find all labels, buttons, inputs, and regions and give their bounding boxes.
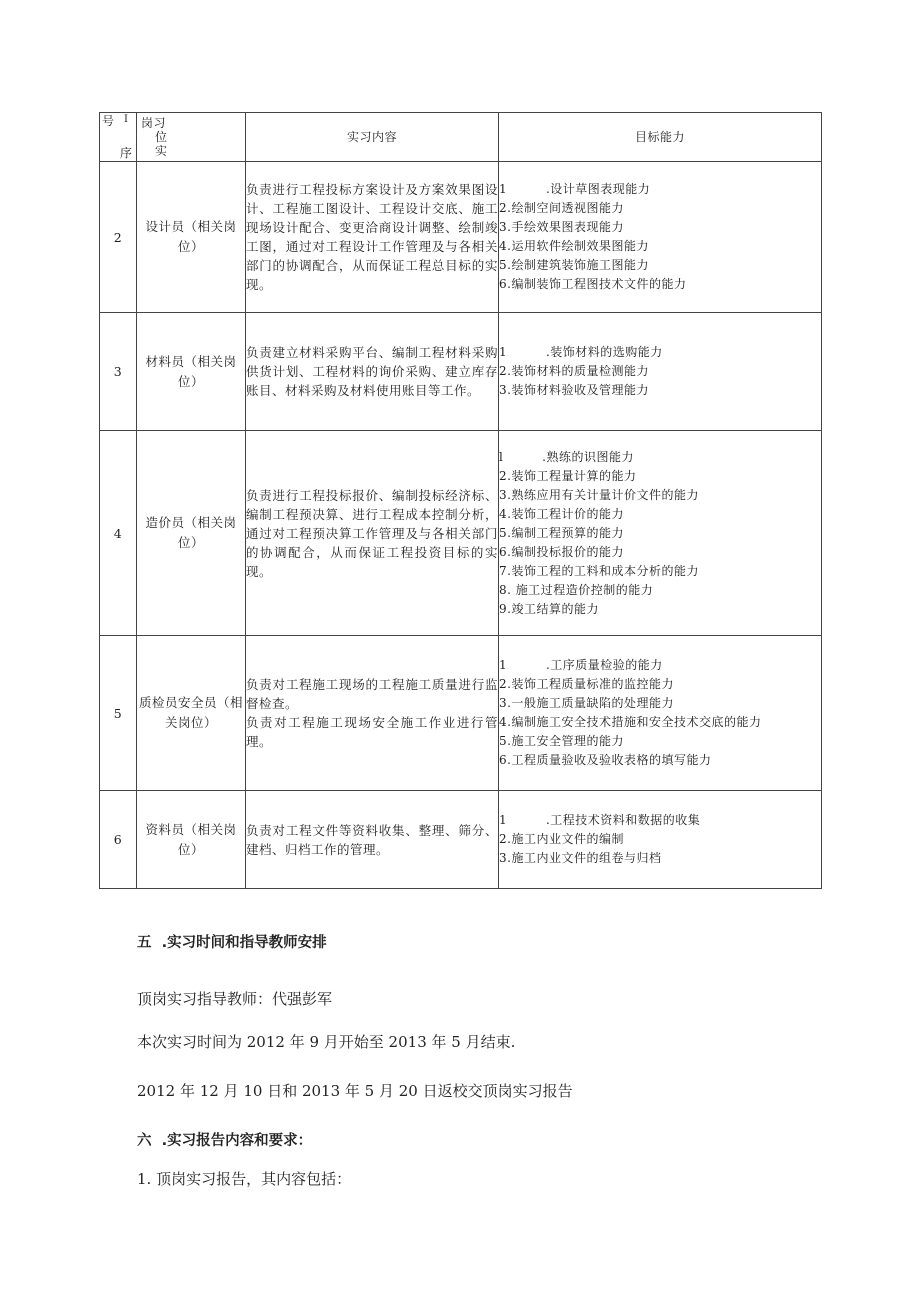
ability-item: 1 .装饰材料的选购能力 bbox=[499, 345, 663, 359]
row-content: 负责对工程文件等资料收集、整理、筛分、建档、归档工作的管理。 bbox=[246, 791, 499, 889]
row-role: 资料员（相关岗位） bbox=[137, 791, 246, 889]
ability-item: l .熟练的识图能力 bbox=[499, 449, 634, 464]
ability-item: 6.编制投标报价的能力 bbox=[499, 544, 624, 559]
row-abilities bbox=[499, 791, 822, 889]
row-role: 材料员（相关岗位） bbox=[137, 313, 246, 431]
table-row bbox=[100, 636, 822, 791]
ability-item: 4.编制施工安全技术措施和安全技术交底的能力 bbox=[499, 715, 762, 729]
row-abilities bbox=[499, 313, 822, 431]
ability-item: 3.手绘效果图表现能力 bbox=[499, 220, 624, 234]
ability-item: 9.竣工结算的能力 bbox=[499, 601, 599, 616]
ability-item: 1 .工序质量检验的能力 bbox=[499, 658, 663, 672]
table-row bbox=[100, 313, 822, 431]
ability-item: 4.运用软件绘制效果图能力 bbox=[499, 239, 649, 253]
table-header-row bbox=[100, 113, 822, 162]
ability-item: 4.装饰工程计价的能力 bbox=[499, 506, 624, 521]
ability-item: 6.工程质量验收及验收表格的填写能力 bbox=[499, 753, 712, 767]
ability-item: 2.施工内业文件的编制 bbox=[499, 832, 624, 846]
ability-item: 8. 施工过程造价控制的能力 bbox=[499, 582, 654, 597]
ability-item: 3.熟练应用有关计量计价文件的能力 bbox=[499, 487, 699, 502]
ability-item: 5.施工安全管理的能力 bbox=[499, 734, 624, 748]
header-seq-char1: 号 bbox=[102, 114, 115, 128]
row-number: 4 bbox=[100, 431, 137, 636]
ability-item: 1 .工程技术资料和数据的收集 bbox=[499, 813, 701, 827]
header-seq bbox=[100, 113, 137, 162]
header-ability: 目标能力 bbox=[499, 113, 822, 162]
ability-item: 3.施工内业文件的组卷与归档 bbox=[499, 851, 662, 865]
ability-item: 2.绘制空间透视图能力 bbox=[499, 201, 624, 215]
row-abilities bbox=[499, 636, 822, 791]
section5-heading: 五 .实习时间和指导教师安排 bbox=[137, 935, 327, 951]
internship-position-table bbox=[99, 112, 822, 889]
row-role: 造价员（相关岗位） bbox=[137, 431, 246, 636]
table-row bbox=[100, 431, 822, 636]
ability-item: 1 .设计草图表现能力 bbox=[499, 182, 651, 196]
header-pos-line: 位 bbox=[155, 130, 168, 144]
table-row bbox=[100, 791, 822, 889]
section6-heading: 六 .实习报告内容和要求： bbox=[137, 1133, 313, 1149]
row-number: 5 bbox=[100, 636, 137, 791]
row-content: 负责进行工程投标报价、编制投标经济标、编制工程预决算、进行工程成本控制分析，通过对工程预决算工作管理及与各相关部门的协调配合，从而保证工程投资目标的实现。 bbox=[246, 431, 499, 636]
ability-item: 5.编制工程预算的能力 bbox=[499, 525, 624, 540]
ability-item: 2.装饰工程量计算的能力 bbox=[499, 468, 637, 483]
ability-item: 2.装饰材料的质量检测能力 bbox=[499, 364, 649, 378]
row-content: 负责进行工程投标方案设计及方案效果图设计、工程施工图设计、工程设计交底、施工现场设计配合、变更洽商设计调整、绘制竣工图，通过对工程设计工作管理及与各相关部门的协调配合，从而保证工程总目标的实现。 bbox=[246, 162, 499, 313]
section5-period: 本次实习时间为 2012 年 9 月开始至 2013 年 5 月结束. bbox=[137, 1033, 516, 1051]
header-pos-line: 岗习 bbox=[141, 116, 167, 130]
row-content: 负责对工程施工现场的工程施工质量进行监督检查。 负责对工程施工现场安全施工作业进行管理。 bbox=[246, 636, 499, 791]
row-number: 2 bbox=[100, 162, 137, 313]
section5-teacher: 顶岗实习指导教师：代强彭军 bbox=[137, 990, 333, 1008]
section5-report-dates: 2012 年 12 月 10 日和 2013 年 5 月 20 日返校交顶岗实习报告 bbox=[137, 1082, 573, 1100]
header-pos-line: 实 bbox=[155, 144, 168, 158]
row-role: 质检员安全员（相关岗位） bbox=[137, 636, 246, 791]
table-row bbox=[100, 162, 822, 313]
ability-item: 6.编制装饰工程图技术文件的能力 bbox=[499, 277, 687, 291]
row-role: 设计员（相关岗位） bbox=[137, 162, 246, 313]
row-abilities bbox=[499, 431, 822, 636]
row-number: 6 bbox=[100, 791, 137, 889]
ability-item: 7.装饰工程的工料和成本分析的能力 bbox=[499, 563, 699, 578]
row-number: 3 bbox=[100, 313, 137, 431]
header-position bbox=[137, 113, 246, 162]
header-content: 实习内容 bbox=[246, 113, 499, 162]
section6-item1: 1. 顶岗实习报告，其内容包括： bbox=[137, 1170, 352, 1188]
row-content: 负责建立材料采购平台、编制工程材料采购供货计划、工程材料的询价采购、建立库存账目、材料采购及材料使用账目等工作。 bbox=[246, 313, 499, 431]
ability-item: 2.装饰工程质量标准的监控能力 bbox=[499, 677, 674, 691]
row-abilities bbox=[499, 162, 822, 313]
header-seq-char2: 序 bbox=[120, 146, 133, 160]
ability-item: 3.装饰材料验收及管理能力 bbox=[499, 383, 649, 397]
ability-item: 3.一般施工质量缺陷的处理能力 bbox=[499, 696, 674, 710]
header-seq-mark: I bbox=[124, 114, 129, 125]
ability-item: 5.绘制建筑装饰施工图能力 bbox=[499, 258, 649, 272]
